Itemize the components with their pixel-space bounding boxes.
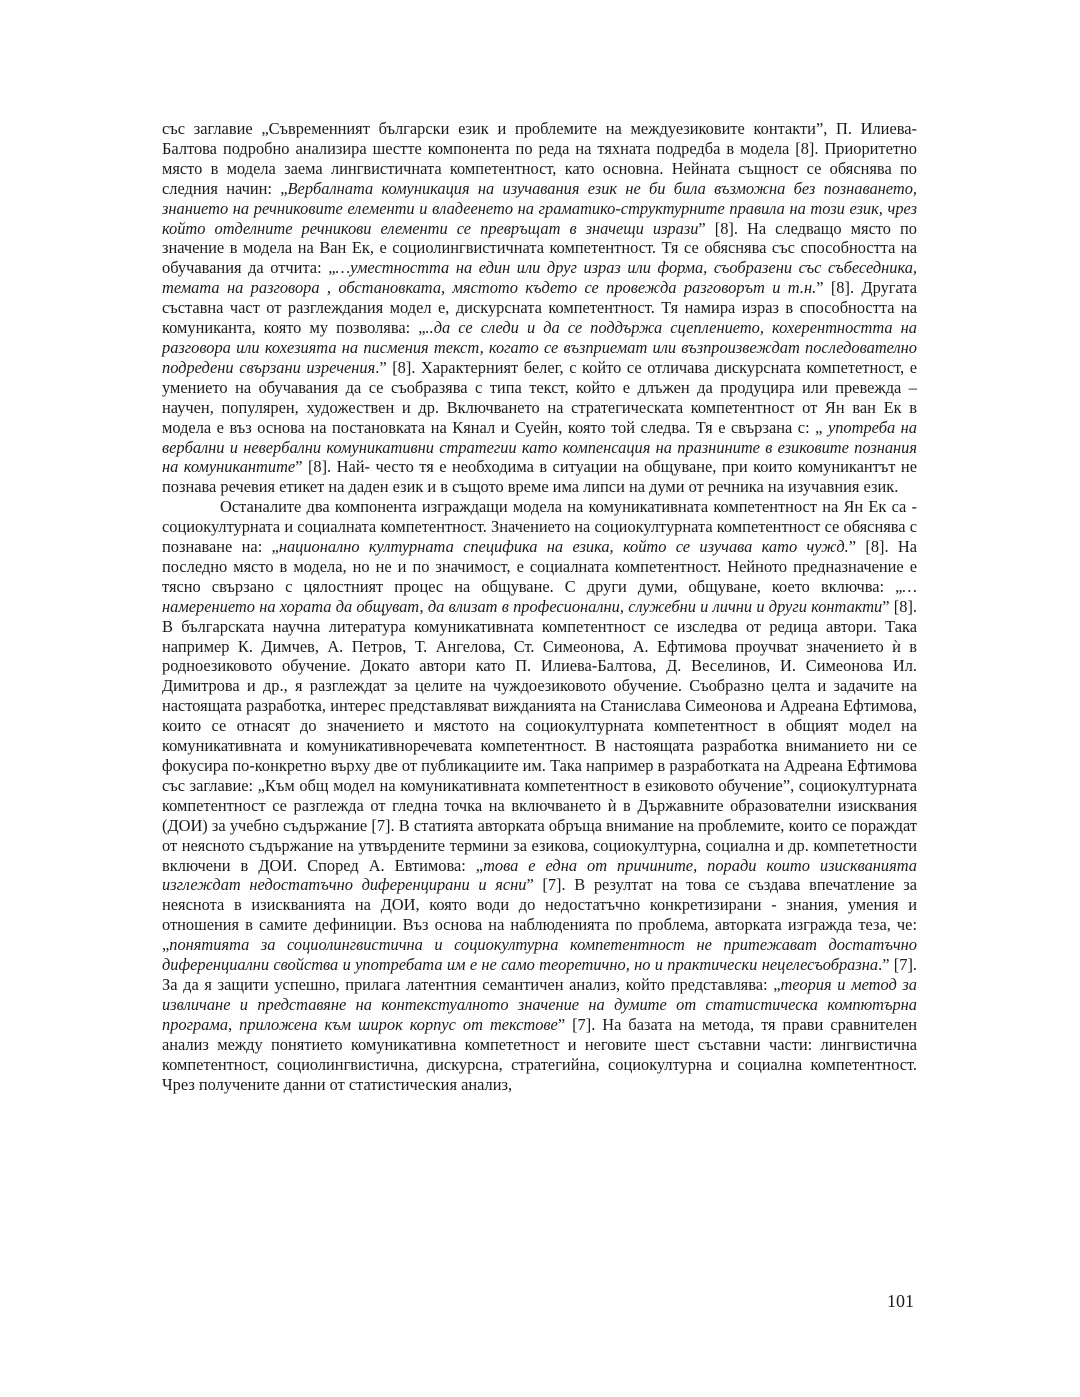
quote-run: …уместността на един или друг израз или форма, съобразени със събеседника, темата на разговора , обстановката, мястото където се провежда разговорът и т.н. — [162, 258, 917, 298]
body-text — [162, 119, 917, 1094]
paragraph-2 — [162, 497, 917, 1094]
text-run: ” [8]. Другата съставна част от разглеждания модел е, дискурсната компетентност. Тя намира израз в способността на комуниканта, която му позволява: „ — [162, 278, 917, 338]
text-run: ” [7]. На базата на метода, тя прави сравнителен анализ между понятието комуникативна компететност и неговите шест съставни части: лингвистична компетентност, социолингвистична, дискурсна, стратегийна, социокултурна и социална компетентност. Чрез получените данни от статистическия анализ, — [162, 1014, 917, 1094]
text-run: Останалите два компонента изграждащи модела на комуникативната компетентност на Ян Ек са - социокултурната и социалната компетентност. Значението на социокултурната компетентност се обяснява с познаване на: „ — [162, 497, 917, 557]
text-run: ” [8]. В българската научна литература комуникативната компетентност се изследва от редица автори. Така например К. Димчев, А. Петров, Т. Ангелова, Ст. Симеонова, А. Ефтимова проучват значението ѝ в родноезиковото обучение. Докато автори като П. Илиева-Балтова, Д. Веселинов, И. Симеонова Ил. Димитрова и др., я разглеждат за целите на чуждоезиковото обучение. Съобразно целта и задачите на настоящата разработка, интерес представляват вижданията на Станислава Симеонова и Адреана Ефтимова, които се отнасят до значението и мястото на социокултурната компетентност в общият модел на комуникативната и комуникативноречевата компетентност. В настоящата разработка вниманието ни се фокусира по-конкретно върху две от публикациите им. Така например в разработката на Адреана Ефтимова със заглавие: „Към общ модел на комуникативната компетентност в езиковото обучение”, социокултурната компетентност се разглежда от гледна точка на включването ѝ в Държавните образователни изисквания (ДОИ) за учебно съдържание [7]. В статията авторката обръща внимание на проблемите, които се пораждат от неясното съдържание на утвърдените термини за езикова, социокултурна, социална и др. компететности включени в ДОИ. Според А. Евтимова: „ — [162, 596, 917, 875]
text-run: .” [8]. Характерният белег, с който се отличава дискурсната компететност, е умението на обучавания да се съобразява с типа текст, който е длъжен да продуцира или превежда – научен, популярен, художествен и др. Включването на стратегическата компетентност от Ян ван Ек в модела е въз основа на постановката на Кянал и Суейн, която той следва. Тя е свързана с: „ — [162, 357, 917, 437]
paragraph-1 — [162, 119, 917, 497]
quote-run: национално културната специфика на езика, който се изучава като чужд. — [278, 537, 849, 557]
page-number: 101 — [887, 1291, 914, 1311]
text-run: ” [8]. На следващо място по значение в модела на Ван Ек, е социолингвистичната компетентност. Тя се обяснява със способността на обучавания да отчита: „ — [162, 218, 917, 278]
text-run: ” [8]. На последно място в модела, но не и по значимост, е социалната компетентност. Нейното предназначение е тясно свързано с цялостният процес на общуване. С други думи, общуване, което включва: „ — [162, 537, 918, 596]
quote-run: теория и метод за извличане и представяне на контекстуалното значение на думите от статистическа компютърна програма, приложена към широк корпус от текстове — [162, 974, 917, 1034]
text-run: ” [7]. В резултат на това се създава впечатление за неяснота в изискванията на ДОИ, която води до недостатъчно конкретизирани - знания, умения и отношения в самите дефиниции. Въз основа на наблюденията по проблема, авторката изгражда теза, че: „ — [162, 875, 918, 955]
text-run: ” [8]. Най- често тя е необходима в ситуации на общуване, при които комуникантът не познава речевия етикет на даден език и в същото време има липси на думи от речника на изучавния език. — [162, 457, 917, 497]
quote-run: Вербалната комуникация на изучавания език не би била възможна без познаването, знанието на речниковите елементи и владеенето на граматико-структурните правила на този език, чрез който отделните речникови елементи се превръщат в значещи изрази — [162, 178, 917, 238]
text-run: .” [7]. За да я защити успешно, прилага латентния семантичен анализ, който представлява: „ — [162, 955, 917, 994]
quote-run: ..да се следи и да се поддържа сцеплението, кохерентността на разговора или кохезията на писмения текст, когато се възприемат или възпроизвеждат последователно подредени свързани изречения — [162, 318, 917, 377]
quote-run: това е една от причините, поради които изискванията изглеждат недостатъчно диференцирани и ясни — [162, 855, 917, 895]
quote-run: …намерението на хората да общуват, да влизат в професионални, служебни и лични и други контакти — [162, 576, 917, 616]
quote-run: понятията за социолингвистична и социокултурна компетентност не притежават достатъчно диференциални свойства и употребата им е не само теоретично, но и практически нецелесъобразна — [162, 935, 917, 975]
text-run: със заглавие „Съвременният български език и проблемите на междуезиковите контакти”, П. Илиева-Балтова подробно анализира шестте компонента по реда на тяхната подредба в модела [8]. Приоритетно място в модела заема лингвистичната компетентност, като основна. Нейната същност се обяснява по следния начин: „ — [162, 119, 917, 198]
quote-run: употреба на вербални и невербални комуникативни стратегии като компенсация на празнините в езиковите познания на комуникантите — [162, 417, 917, 477]
